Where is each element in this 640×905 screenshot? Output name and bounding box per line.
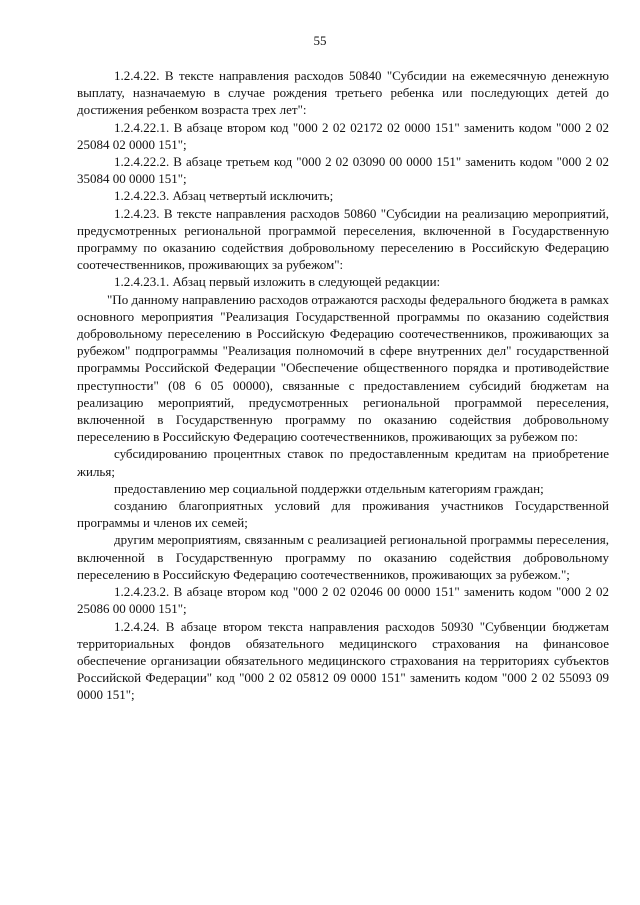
page-number: 55 [313, 33, 327, 48]
list-item-social-support: предоставлению мер социальной поддержки отдельным категориям граждан; [114, 480, 544, 496]
list-item-interest-subsidy: субсидированию процентных ставок по предоставленным кредитам на приобретение жилья; [77, 446, 609, 479]
paragraph-1-2-4-23-2: 1.2.4.23.2. В абзаце втором код "000 2 02 02046 00 0000 151" заменить кодом "000 2 02 25086 00 0000 151"; [77, 584, 609, 617]
list-item-other-measures: другим мероприятиям, связанным с реализацией региональной программы переселения, включенной в Государственную программу по оказанию содействия добровольному переселению в Российскую Федерацию соотечественников, проживающих за рубежом."; [77, 532, 609, 582]
paragraph-1-2-4-23-1: 1.2.4.23.1. Абзац первый изложить в следующей редакции: [114, 274, 441, 290]
quoted-paragraph-intro: "По данному направлению расходов отражаются расходы федерального бюджета в рамках основного мероприятия "Реализация Государственной программы по оказанию содействия добровольному переселению в Российскую Федерацию соотечественников, проживающих за рубежом" подпрограммы "Реализация полномочий в сфере внутренних дел" государственной программы Российской Федерации "Обеспечение общественного порядка и противодействие преступности" (08 6 05 00000), связанные с предоставлением субсидий бюджетам на реализацию мероприятий, предусмотренных региональной программой переселения, включенной в Государственную программу по оказанию содействия добровольному переселению в Российскую Федерацию соотечественников, проживающих за рубежом по: [77, 291, 609, 445]
document-body [77, 67, 609, 704]
list-item-living-conditions: созданию благоприятных условий для проживания участников Государственной программы и членов их семей; [77, 498, 609, 531]
paragraph-1-2-4-22-3: 1.2.4.22.3. Абзац четвертый исключить; [114, 188, 334, 204]
paragraph-1-2-4-22-1: 1.2.4.22.1. В абзаце втором код "000 2 02 02172 02 0000 151" заменить кодом "000 2 02 25084 02 0000 151"; [77, 119, 609, 152]
paragraph-1-2-4-22-2: 1.2.4.22.2. В абзаце третьем код "000 2 02 03090 00 0000 151" заменить кодом "000 2 02 35084 00 0000 151"; [77, 154, 609, 187]
paragraph-1-2-4-23: 1.2.4.23. В тексте направления расходов 50860 "Субсидии на реализацию мероприятий, предусмотренных региональной программой переселения, включенной в Государственную программу по оказанию содействия добровольному переселению в Российскую Федерацию соотечественников, проживающих за рубежом": [77, 205, 609, 273]
paragraph-1-2-4-22: 1.2.4.22. В тексте направления расходов 50840 "Субсидии на ежемесячную денежную выплату, назначаемую в случае рождения третьего ребенка или последующих детей до достижения ребенком возраста трех лет": [77, 68, 609, 118]
paragraph-1-2-4-24: 1.2.4.24. В абзаце втором текста направления расходов 50930 "Субвенции бюджетам территориальных фондов обязательного медицинского страхования на финансовое обеспечение организации обязательного медицинского страхования на территориях субъектов Российской Федерации" код "000 2 02 05812 09 0000 151" заменить кодом "000 2 02 55093 09 0000 151"; [77, 618, 609, 703]
